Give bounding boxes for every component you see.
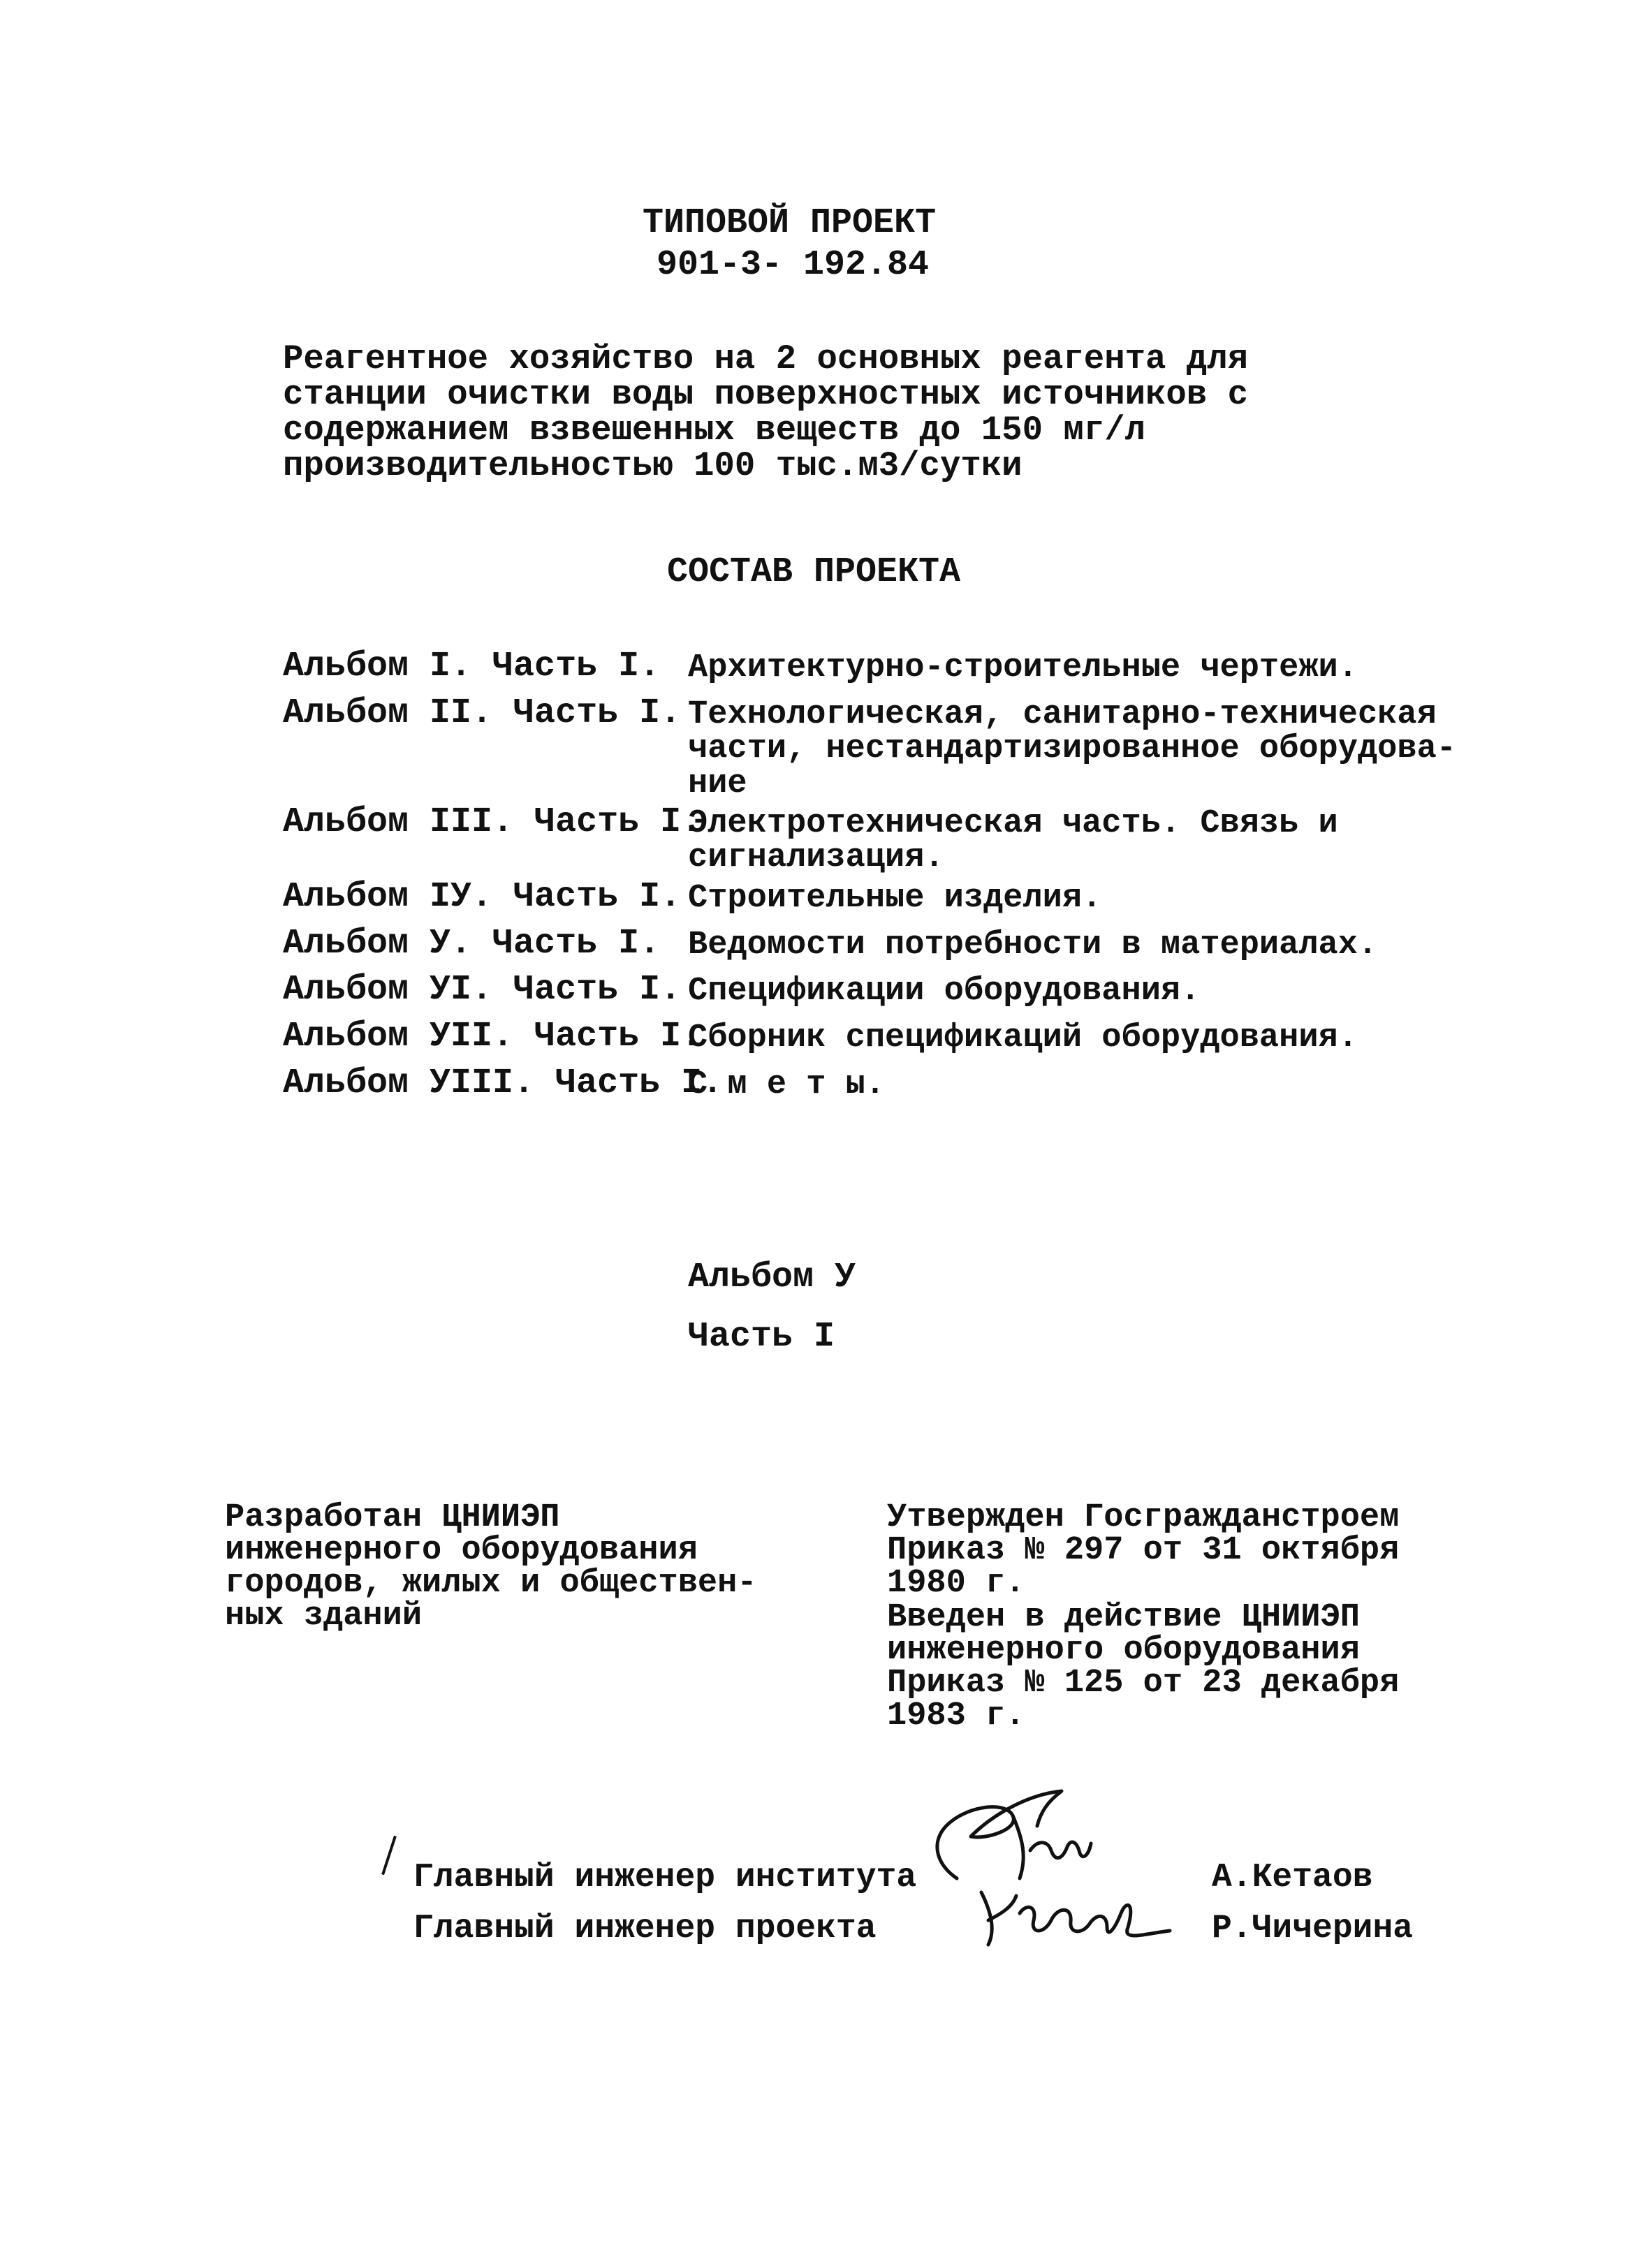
contents-description: Ведомости потребности в материалах. (688, 927, 1378, 964)
contents-album: Альбом УII. Часть I. (283, 1017, 703, 1056)
document-title: ТИПОВОЙ ПРОЕКТ (643, 203, 937, 243)
approval-line: инженерного оборудования (887, 1632, 1360, 1669)
contents-description: Спецификации оборудования. (688, 973, 1201, 1010)
contents-album: Альбом II. Часть I. (283, 693, 682, 733)
developer-line: ных зданий (225, 1598, 423, 1635)
approval-line: Приказ № 297 от 31 октября (887, 1532, 1400, 1569)
handwritten-signature-2 (960, 1864, 1184, 1962)
project-number: 901-3- 192.84 (657, 245, 930, 285)
project-description (283, 339, 1249, 485)
developer-line: Разработан ЦНИИЭП (225, 1499, 560, 1536)
contents-description: Архитектурно-строительные чертежи. (688, 649, 1358, 686)
contents-album: Альбом У. Часть I. (283, 924, 661, 964)
current-album: Альбом У (688, 1258, 856, 1297)
signature-name: Р.Чичерина (1212, 1910, 1414, 1947)
contents-title: СОСТАВ ПРОЕКТА (667, 552, 961, 592)
contents-album: Альбом IУ. Часть I. (283, 877, 682, 917)
signature-tick-mark (381, 1836, 397, 1875)
current-part: Часть I (688, 1317, 835, 1357)
developer-block (225, 1501, 757, 1633)
contents-description: Электротехническая часть. Связь и сигнализация. (688, 805, 1338, 877)
approval-line: Утвержден Госгражданстроем (887, 1499, 1400, 1536)
contents-album: Альбом УIII. Часть I. (283, 1063, 724, 1103)
developer-line: городов, жилых и обществен- (225, 1565, 757, 1602)
approval-line: 1980 г. (887, 1565, 1025, 1602)
signature-name: А.Кетаов (1212, 1859, 1373, 1897)
contents-album: Альбом III. Часть I. (283, 802, 703, 842)
contents-album: Альбом I. Часть I. (283, 647, 661, 686)
signature-role: Главный инженер института (413, 1859, 917, 1897)
contents-description: Сборник спецификаций оборудования. (688, 1019, 1358, 1056)
approval-line: Приказ № 125 от 23 декабря (887, 1665, 1400, 1702)
contents-description: С м е т ы. (688, 1066, 886, 1103)
contents-album: Альбом УI. Часть I. (283, 970, 682, 1010)
signature-role: Главный инженер проекта (413, 1910, 877, 1947)
approval-line: Введен в действие ЦНИИЭП (887, 1599, 1360, 1636)
approval-block (887, 1499, 1400, 1735)
description-line: Реагентное хозяйство на 2 основных реагента для (283, 339, 1249, 378)
contents-description: Технологическая, санитарно-техническая части, нестандартизированное оборудова- ние (688, 696, 1456, 802)
description-line: производительностью 100 тыс.м3/сутки (283, 446, 1023, 485)
developer-line: инженерного оборудования (225, 1532, 698, 1569)
approval-line: 1983 г. (887, 1698, 1025, 1735)
description-line: содержанием взвешенных веществ до 150 мг/л (283, 411, 1146, 450)
description-line: станции очистки воды поверхностных источников с (283, 375, 1249, 414)
contents-description: Строительные изделия. (688, 880, 1102, 917)
